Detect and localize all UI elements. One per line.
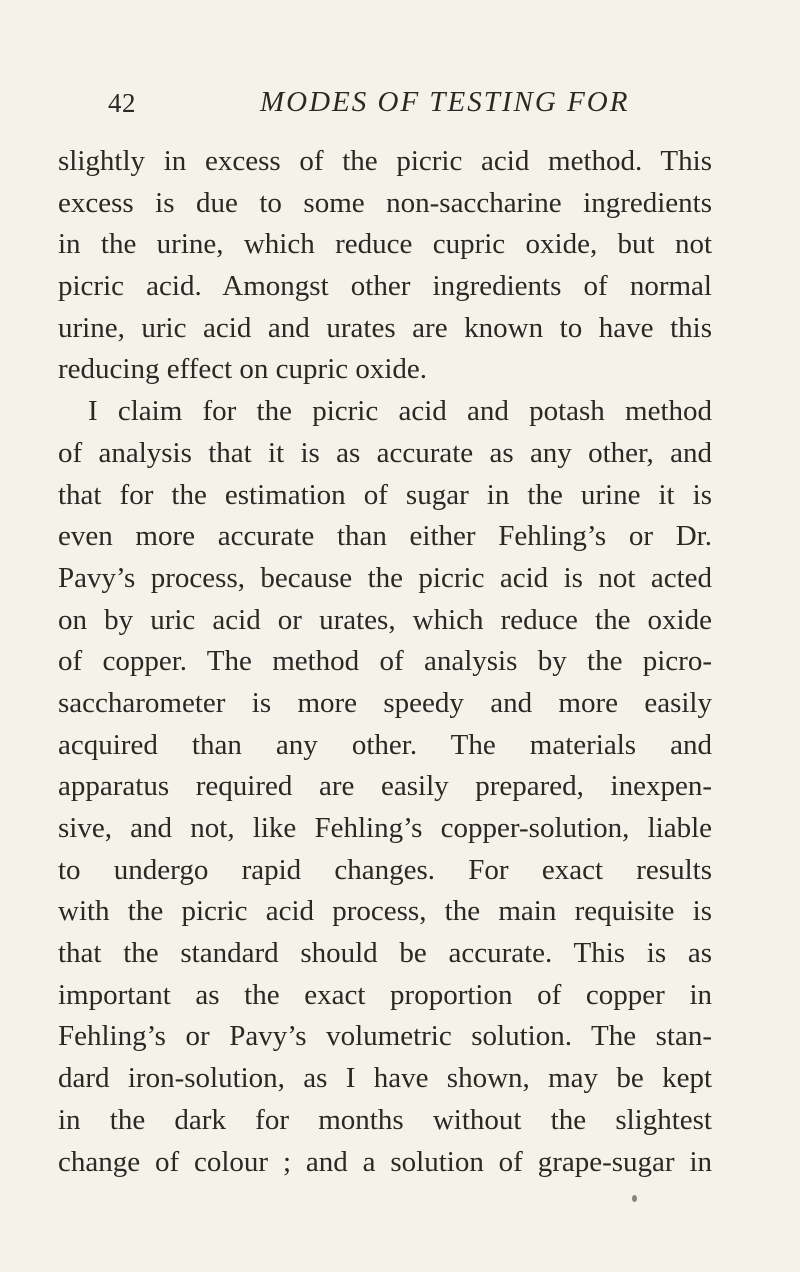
text-line: reducing effect on cupric oxide. [58, 353, 428, 386]
text-line: dard iron-solution, as I have shown, may be kept [58, 1062, 712, 1095]
text-line: slightly in excess of the picric acid method. This [58, 145, 712, 177]
text-line: of copper. The method of analysis by the picro- [58, 645, 712, 678]
text-line: that the standard should be accurate. This is as [58, 937, 712, 970]
text-line: important as the exact proportion of copper in [58, 978, 712, 1011]
text-line: picric acid. Amongst other ingredients of normal [58, 270, 712, 303]
paper-speck [632, 1195, 637, 1202]
text-line: even more accurate than either Fehling’s or Dr. [58, 520, 712, 553]
text-line: excess is due to some non-saccharine ingredients [58, 186, 712, 219]
text-line: sive, and not, like Fehling’s copper-solution, liable [58, 812, 712, 844]
text-line: apparatus required are easily prepared, inexpen- [58, 770, 712, 803]
text-line: Pavy’s process, because the picric acid is not acted [58, 561, 712, 594]
text-line: urine, uric acid and urates are known to have this [58, 311, 712, 344]
text-line: change of colour ; and a solution of grape-sugar in [58, 1145, 712, 1178]
text-line: of analysis that it is as accurate as any other, and [58, 436, 712, 469]
running-head: MODES OF TESTING FOR [260, 86, 630, 118]
page-number: 42 [108, 88, 136, 118]
text-line: acquired than any other. The materials and [58, 728, 712, 761]
text-line: in the dark for months without the slightest [58, 1103, 712, 1136]
text-line: I claim for the picric acid and potash method [88, 395, 712, 428]
page-header [108, 86, 712, 126]
text-line: to undergo rapid changes. For exact results [58, 853, 712, 886]
text-line: with the picric acid process, the main requisite is [58, 895, 712, 928]
body-text [58, 141, 712, 1183]
text-line: in the urine, which reduce cupric oxide, but not [58, 228, 712, 261]
text-line: on by uric acid or urates, which reduce the oxide [58, 603, 712, 636]
text-line: saccharometer is more speedy and more easily [58, 686, 712, 719]
text-line: that for the estimation of sugar in the urine it is [58, 478, 712, 511]
text-line: Fehling’s or Pavy’s volumetric solution. The stan- [58, 1020, 712, 1053]
